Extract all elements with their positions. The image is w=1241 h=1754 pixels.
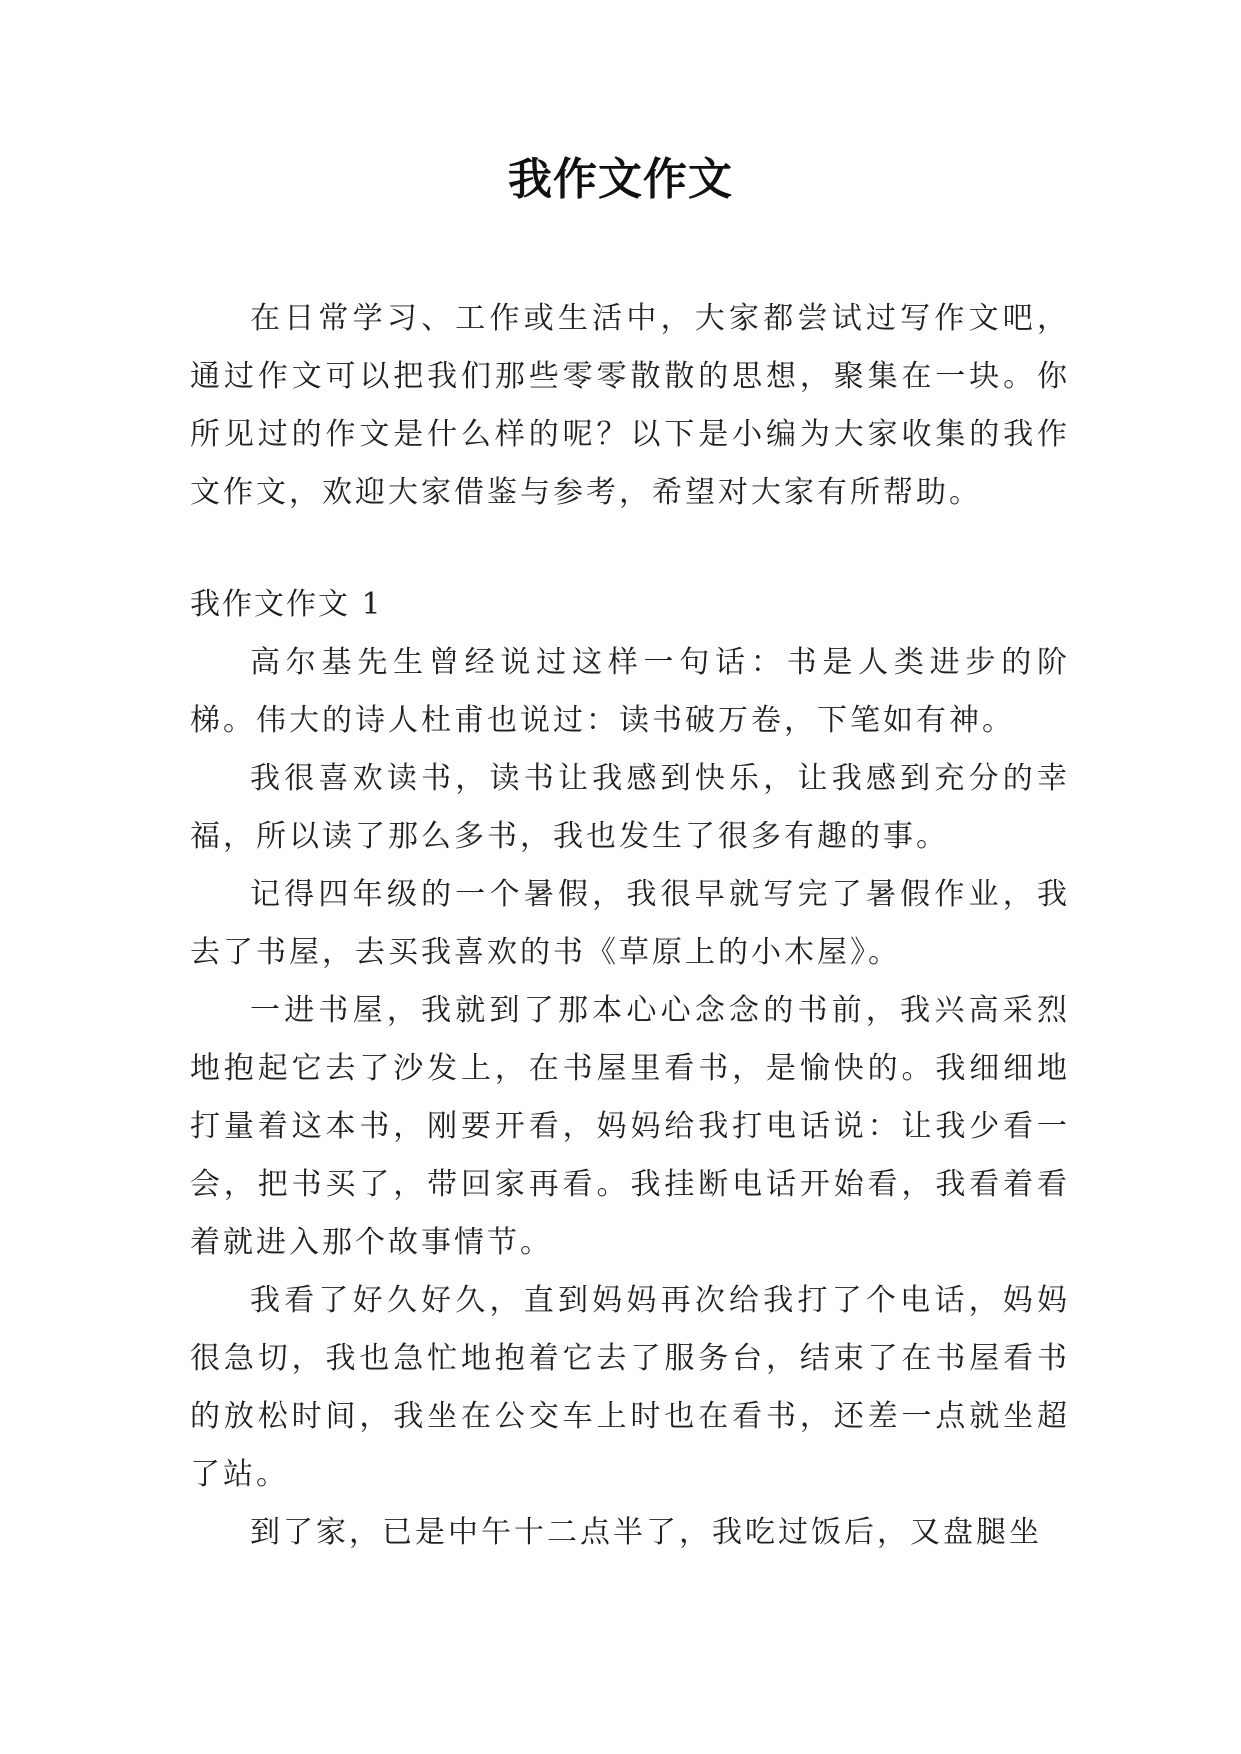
- essay-paragraph: 一进书屋，我就到了那本心心念念的书前，我兴高采烈地抱起它去了沙发上，在书屋里看书，是愉快的。我细细地打量着这本书，刚要开看，妈妈给我打电话说：让我少看一会，把书买了，带回家再看。我挂断电话开始看，我看着看着就进入那个故事情节。: [190, 993, 1070, 1260]
- essay-paragraph: 到了家，已是中午十二点半了，我吃过饭后，又盘腿坐: [250, 1515, 1042, 1550]
- intro-paragraph: 在日常学习、工作或生活中，大家都尝试过写作文吧，通过作文可以把我们那些零零散散的思想，聚集在一块。你所见过的作文是什么样的呢？以下是小编为大家收集的我作文作文，欢迎大家借鉴与参考，希望对大家有所帮助。: [190, 301, 1070, 510]
- essay-paragraph: 我看了好久好久，直到妈妈再次给我打了个电话，妈妈很急切，我也急忙地抱着它去了服务台，结束了在书屋看书的放松时间，我坐在公交车上时也在看书，还差一点就坐超了站。: [190, 1283, 1070, 1492]
- essay-section: [190, 576, 1070, 1562]
- essay-paragraph: 高尔基先生曾经说过这样一句话：书是人类进步的阶梯。伟大的诗人杜甫也说过：读书破万卷，下笔如有神。: [190, 645, 1070, 738]
- section-heading: 我作文作文 1: [190, 587, 383, 622]
- essay-paragraph: 我很喜欢读书，读书让我感到快乐，让我感到充分的幸福，所以读了那么多书，我也发生了很多有趣的事。: [190, 761, 1070, 854]
- page-title: 我作文作文: [508, 154, 733, 205]
- intro-block: [190, 290, 1070, 522]
- essay-paragraph: 记得四年级的一个暑假，我很早就写完了暑假作业，我去了书屋，去买我喜欢的书《草原上的小木屋》。: [190, 877, 1070, 970]
